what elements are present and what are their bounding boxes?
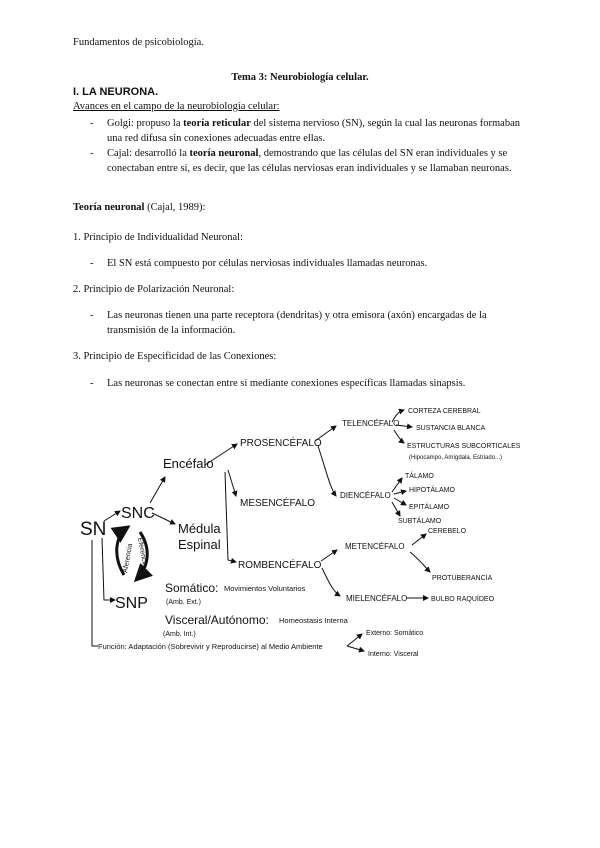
- cajal-bold: teoría neuronal: [189, 148, 259, 159]
- estructuras-detail: (Hipocampo, Amígdala, Estriado...): [409, 455, 503, 461]
- snp-label: SNP: [115, 595, 148, 612]
- cajal-post: , demostrando que las células del SN eran individuales y se conectaban entre sí, es decir, que las células nerviosas eran individuales y se llamaban neuronas.: [107, 148, 512, 174]
- telencefalo-label: TELENCÉFALO: [342, 419, 400, 428]
- page-header: Fundamentos de psicobiología.: [73, 37, 204, 48]
- funcion-label: Función: Adaptación (Sobrevivir y Reproducirse) al Medio Ambiente: [98, 642, 323, 651]
- somatico-amb: (Amb. Ext.): [166, 599, 202, 606]
- metencefalo-label: METENCÉFALO: [345, 542, 405, 551]
- arrow-romb-met: [321, 550, 337, 561]
- principle-2-text: Las neuronas tienen una parte receptora (dendritas) y otra emisora (axón) encargadas de la transmisión de la información.: [107, 310, 487, 336]
- cajal-pre: Cajal: desarrolló la: [107, 148, 190, 159]
- arrow-dien-hipotalamo: [394, 491, 406, 494]
- principle-3-title: 3. Principio de Especificidad de las Conexiones:: [73, 351, 277, 362]
- protuberancia-label: PROTUBERANCIA: [432, 575, 493, 582]
- golgi-post: del sistema nervioso (SN), según la cual las neuronas formaban una red difusa sin conexiones adecuadas entre ellas.: [107, 118, 520, 144]
- golgi-bullet: - Golgi: propuso la teoría reticular del sistema nervioso (SN), según la cual las neuronas formaban una red difusa sin conexiones adecuadas entre ellas.: [90, 118, 520, 144]
- cerebelo-label: CEREBELO: [428, 528, 467, 535]
- medula-label: Médula: [178, 521, 221, 536]
- mielencefalo-label: MIELENCÉFALO: [346, 594, 408, 603]
- teoria-rest: (Cajal, 1989):: [144, 202, 206, 213]
- aferencia-label: Aferencia: [122, 543, 135, 574]
- eferencia-label: Eferencia: [136, 537, 149, 568]
- sustancia-label: SUSTANCIA BLANCA: [416, 425, 486, 432]
- corteza-label: CORTEZA CEREBRAL: [408, 408, 481, 415]
- page-title: Tema 3: Neurobiología celular.: [231, 72, 369, 83]
- visceral-amb: (Amb. Int.): [163, 631, 196, 638]
- cajal-bullet: - Cajal: desarrolló la teoría neuronal, demostrando que las células del SN eran individuales y se conectaban entre sí, es decir, que las células nerviosas eran individuales y se llamaban neuronas.: [90, 148, 512, 174]
- principle-1-title: 1. Principio de Individualidad Neuronal:: [73, 232, 244, 243]
- subtalamo-label: SUBTÁLAMO: [398, 518, 442, 525]
- mesencefalo-label: MESENCÉFALO: [240, 498, 316, 509]
- arrow-pros-dien: [318, 446, 336, 496]
- arrow-dien-subtalamo: [392, 502, 400, 516]
- epitalamo-label: EPITÁLAMO: [409, 504, 450, 511]
- arrow-romb-miel: [322, 568, 340, 596]
- visceral-label: Visceral/Autónomo:: [165, 613, 269, 627]
- line-sn-funcion: [92, 540, 98, 646]
- section-heading: I. LA NEURONA.: [73, 86, 159, 98]
- arrow-sn-snp: [102, 538, 115, 600]
- arrow-funcion-externo: [347, 634, 362, 646]
- principle-3-text: Las neuronas se conectan entre sí mediante conexiones específicas llamadas sinapsis.: [107, 378, 466, 389]
- arrow-snc-medula: [152, 513, 175, 524]
- encefalo-label: Encéfalo: [163, 456, 214, 471]
- sn-label: SN: [80, 519, 107, 540]
- talamo-label: TÁLAMO: [405, 473, 434, 480]
- hipotalamo-label: HIPOTÁLAMO: [409, 487, 455, 494]
- arrow-encefalo-rombencefalo: [225, 472, 236, 562]
- espinal-label: Espinal: [178, 537, 221, 552]
- arrow-funcion-interno: [347, 646, 364, 651]
- estructuras-label: ESTRUCTURAS SUBCORTICALES: [407, 443, 521, 450]
- externo-label: Externo: Somático: [366, 630, 424, 637]
- teoria-bold: Teoría neuronal: [73, 202, 145, 213]
- somatico-label: Somático:: [165, 581, 219, 595]
- arrow-tel-estructuras: [394, 430, 404, 443]
- principle-1-text: El SN está compuesto por células nerviosas individuales llamadas neuronas.: [107, 258, 428, 269]
- diencefalo-label: DIENCÉFALO: [340, 491, 391, 500]
- prosencefalo-label: PROSENCÉFALO: [240, 438, 322, 449]
- golgi-pre: Golgi: propuso la: [107, 118, 184, 129]
- arrow-snc-encefalo: [150, 477, 165, 503]
- arrow-dien-epitalamo: [394, 498, 406, 505]
- principle-2-bullet: - Las neuronas tienen una parte receptora (dendritas) y otra emisora (axón) encargadas de la transmisión de la información.: [90, 308, 520, 338]
- golgi-bold: teoría reticular: [183, 118, 251, 129]
- principle-1-bullet: - El SN está compuesto por células nerviosas individuales llamadas neuronas.: [90, 256, 520, 271]
- arrow-encefalo-mesencefalo: [228, 470, 236, 496]
- snc-label: SNC: [121, 505, 155, 522]
- principle-3-bullet: - Las neuronas se conectan entre sí mediante conexiones específicas llamadas sinapsis.: [90, 376, 520, 391]
- rombencefalo-label: ROMBENCÉFALO: [238, 560, 322, 571]
- arrow-met-cerebelo: [412, 534, 426, 545]
- avances-heading: Avances en el campo de la neurobiología celular:: [73, 101, 280, 112]
- bulbo-label: BULBO RAQUÍDEO: [431, 596, 495, 603]
- principle-2-title: 2. Principio de Polarización Neuronal:: [73, 284, 235, 295]
- interno-label: Interno: Visceral: [368, 651, 419, 658]
- arrow-dien-talamo: [392, 478, 402, 492]
- arrow-met-protuberancia: [410, 552, 430, 572]
- somatico-desc: Movimientos Voluntarios: [224, 584, 306, 593]
- visceral-desc: Homeostasis Interna: [279, 616, 348, 625]
